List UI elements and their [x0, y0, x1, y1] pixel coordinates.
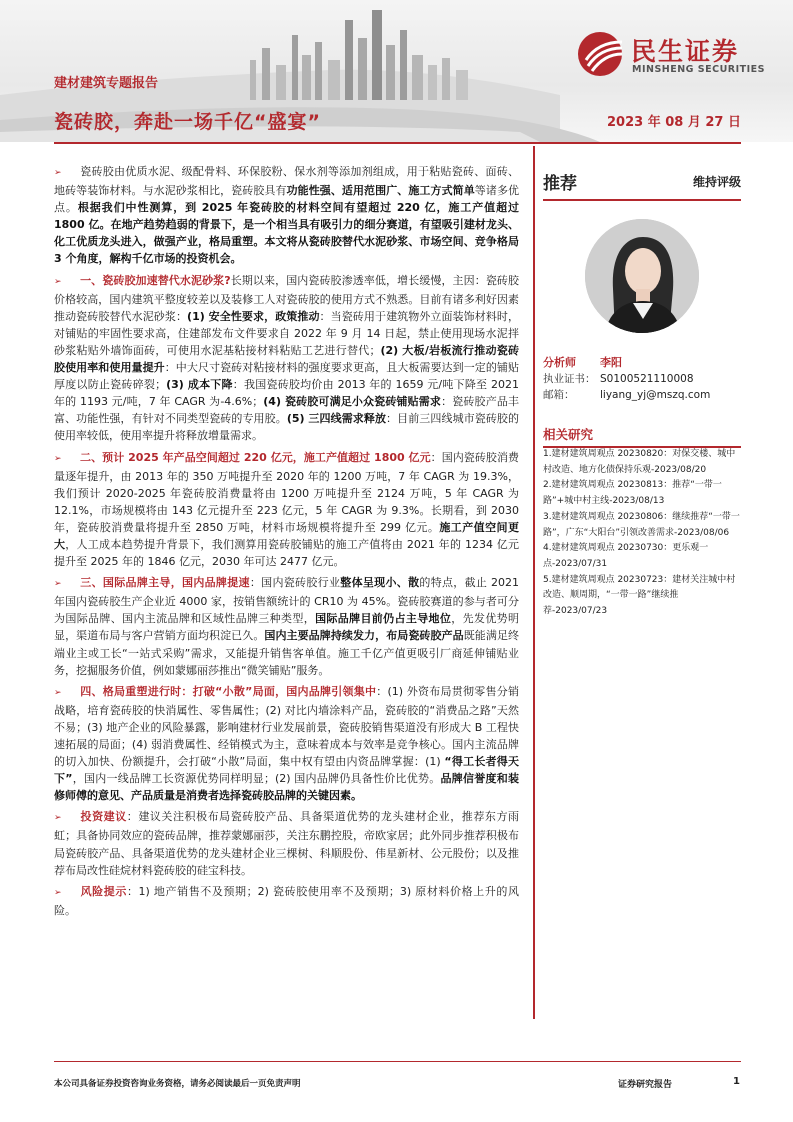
- analyst-photo: [585, 219, 699, 333]
- analyst-label: 分析师: [543, 356, 576, 369]
- analyst-portrait-icon: [585, 219, 699, 333]
- logo-emblem-icon: [576, 30, 628, 80]
- cert-label: 执业证书：: [543, 373, 596, 385]
- logo-text-cn: 民生证券: [631, 37, 740, 66]
- sidebar: [543, 163, 741, 617]
- summary-column: [54, 163, 519, 923]
- header-banner: [0, 0, 793, 142]
- rating-label: 维持评级: [692, 175, 741, 189]
- arrow-icon: ➢: [54, 276, 62, 287]
- section-heading: 四、格局重塑进行时：打破“小散”局面，国内品牌引领集中: [80, 684, 377, 698]
- footer-doc-type: 证券研究报告: [618, 1080, 673, 1090]
- paragraph-risk: ➢ 风险提示：1) 地产销售不及预期；2) 瓷砖胶使用率不及预期；3) 原材料价格上升的风险。: [54, 884, 520, 917]
- paragraph-substitution: ➢ 一、瓷砖胶加速替代水泥砂浆?长期以来，国内瓷砖胶渗透率低，增长缓慢，主因：瓷砖胶价格较高，国内建筑平整度较差以及装修工人对瓷砖胶的使用方式不熟悉。目前有诸多利好因素推动瓷砖胶替代水泥砂浆：(1) 安全性要求，政策推动：当瓷砖用于建筑物外立面装饰材料时，对铺贴的牢固性要求高，住建部发布文件要求自 2022 年 9 月 14 日起，禁止使用现场水泥拌砂浆粘贴外墙饰面砖，可使用水泥基粘接材料粘贴工艺进行替代；(2) 大板/岩板流行推动瓷砖胶使用率和使用量提升：中大尺寸瓷砖对粘接材料的强度要求更高，且大板需要达到一定的铺贴厚度以防止瓷砖碎裂；(3) 成本下降：我国瓷砖胶均价由 2013 年的 1659 元/吨下降至 2021 年的 1193 元/吨，7 年 CAGR 为-4.6%；(4) 瓷砖胶可满足小众瓷砖铺贴需求：瓷砖胶产品丰富、功能性强，有针对不同类型瓷砖的专用胶。(5) 三四线需求释放：目前三四线城市瓷砖胶的使用率较低，使用率提升将释放增量需求。: [54, 273, 520, 443]
- minsheng-logo: [576, 30, 776, 80]
- paragraph-brands: ➢ 三、国际品牌主导，国内品牌提速：国内瓷砖胶行业整体呈现小、散的特点，截止 2021 年国内瓷砖胶生产企业近 4000 家，按销售额统计的 CR10 为 45%。瓷砖胶赛道的参与者可分为国际品牌、国内主流品牌和区域性品牌三种类型，国际品牌目前仍占主导地位，先发优势明显，渠道布局与客户营销方面均积淀已久。国内主要品牌持续发力，布局瓷砖胶产品既能满足终端业主或工长“一站式采购”需求，又能提升销售客单值。施工千亿产值更吸引厂商延伸铺贴业务，挖掘服务价值，例如蒙娜丽莎推出“微笑铺贴”服务。: [54, 576, 520, 677]
- footer-disclaimer: 本公司具备证券投资咨询业务资格，请务必阅读最后一页免责声明: [54, 1079, 301, 1089]
- analyst-name: 李阳: [600, 356, 622, 369]
- section-heading: 三、国际品牌主导，国内品牌提速: [80, 576, 250, 590]
- rating-row: [543, 163, 741, 201]
- arrow-icon: ➢: [54, 579, 62, 590]
- section-heading: 投资建议: [80, 810, 127, 824]
- page-number: 1: [733, 1076, 740, 1087]
- arrow-icon: ➢: [54, 813, 62, 824]
- arrow-icon: ➢: [54, 453, 62, 464]
- arrow-icon: ➢: [54, 168, 62, 178]
- related-research-item[interactable]: 4.建材建筑周观点 20230730：更乐观一点-2023/07/31: [543, 543, 709, 569]
- email-value[interactable]: liyang_yj@mszq.com: [600, 389, 711, 401]
- analyst-info: [543, 355, 741, 403]
- footer-divider: [54, 1061, 741, 1062]
- header-divider: [54, 142, 741, 144]
- report-date: 2023 年 08 月 27 日: [607, 115, 741, 130]
- paragraph-intro: ➢ 瓷砖胶由优质水泥、级配骨料、环保胶粉、保水剂等添加剂组成，用于粘贴瓷砖、面砖、地砖等装饰材料。与水泥砂浆相比，瓷砖胶具有功能性强、适用范围广、施工方式简单等诸多优点。根据我们中性测算，到 2025 年瓷砖胶的材料空间有望超过 220 亿，施工产值超过 1800 亿。在地产趋势趋弱的背景下，是一个相当具有吸引力的细分赛道，有望吸引建材龙头、化工优质龙头进入，做强产业，格局重塑。本文将从瓷砖胶替代水泥砂浆、市场空间、竞争格局 3 个角度，解构千亿市场的投资机会。: [54, 165, 520, 266]
- recommend-label: 推荐: [543, 174, 577, 194]
- paragraph-investment: ➢ 投资建议：建议关注积极布局瓷砖胶产品、具备渠道优势的龙头建材企业，推荐东方雨虹；具备协同效应的瓷砖品牌，推荐蒙娜丽莎，关注东鹏控股，帝欧家居；此外同步推荐积极布局瓷砖胶产品、具备渠道优势的龙头建材企业三棵树、科顺股份、伟星新材、公元股份；以及推荐布局改性硅烷材料瓷砖胶的硅宝科技。: [54, 810, 519, 877]
- email-label: 邮箱：: [543, 389, 575, 401]
- related-research-item[interactable]: 2.建材建筑周观点 20230813：推荐“一带一路”+城中村主线-2023/08/13: [543, 480, 722, 507]
- logo-text-en: MINSHENG SECURITIES: [632, 64, 765, 75]
- paragraph-competition: ➢ 四、格局重塑进行时：打破“小散”局面，国内品牌引领集中：(1) 外资布局贯彻零售分销战略，培育瓷砖胶的快消属性、零售属性；(2) 对比内墙涂料产品，瓷砖胶的“消费品之路”天然不易；(3) 地产企业的风险暴露，影响建材行业发展前景，瓷砖胶销售渠道没有形成大 B 工程快速拓展的局面；(4) 弱消费属性、经销模式为主，意味着成本与效率是竞争核心。国内主流品牌的切入加快、份额提升，会打破“小散”局面，集中权有望由内资品牌掌握：(1) “得工长者得天下”，国内一线品牌工长资源优势同样明显；(2) 国内品牌仍具备性价比优势。品牌信誉度和装修师傅的意见、产品质量是消费者选择瓷砖胶品牌的关键因素。: [54, 684, 520, 803]
- cert-value: S0100521110008: [600, 373, 694, 385]
- related-research-list: [543, 447, 741, 620]
- related-research-item[interactable]: 1.建材建筑周观点 20230820：对保交楼、城中村改造、地方化债保持乐观-2023/08/20: [543, 449, 736, 475]
- section-heading: 二、预计 2025 年产品空间超过 220 亿元，施工产值超过 1800 亿元: [80, 450, 431, 464]
- related-research-item[interactable]: 5.建材建筑周观点 20230723：建材关注城中村改造、顺周期，“一带一路”继续推荐-2023/07/23: [543, 574, 736, 617]
- section-heading: 风险提示: [80, 884, 127, 898]
- section-heading: 一、瓷砖胶加速替代水泥砂浆?: [80, 273, 231, 287]
- arrow-icon: ➢: [54, 887, 62, 898]
- paragraph-market-space: ➢ 二、预计 2025 年产品空间超过 220 亿元，施工产值超过 1800 亿元：国内瓷砖胶消费量逐年提升，由 2013 年的 350 万吨提升至 2020 年的 1200 万吨，7 年 CAGR 为 19.3%，我们预计 2020-2025 年瓷砖胶消费量将由 1200 万吨提升至 2124 万吨，5 年 CAGR 为 12.1%，市场规模将由 143 亿元提升至 223 亿元，5 年 CAGR 为 9.3%。长期看，到 2030 年，瓷砖胶消费量将提升至 2850 万吨，材料市场规模将提升至 299 亿元。施工产值空间更大，人工成本趋势提升背景下，我们测算用瓷砖胶铺贴的施工产值将由 2021 年的 1234 亿元提升至 2025 年的 1846 亿元，2030 年可达 2477 亿元。: [54, 450, 519, 569]
- arrow-icon: ➢: [54, 687, 62, 698]
- related-research-item[interactable]: 3.建材建筑周观点 20230806：继续推荐“一带一路”，广东“大阳台”引领改善需求-2023/08/06: [543, 511, 740, 538]
- column-divider: [533, 146, 535, 1019]
- related-research-title: 相关研究: [543, 425, 741, 448]
- report-title: 瓷砖胶，奔赴一场千亿“盛宴”: [54, 111, 321, 133]
- report-type: 建材建筑专题报告: [54, 76, 159, 91]
